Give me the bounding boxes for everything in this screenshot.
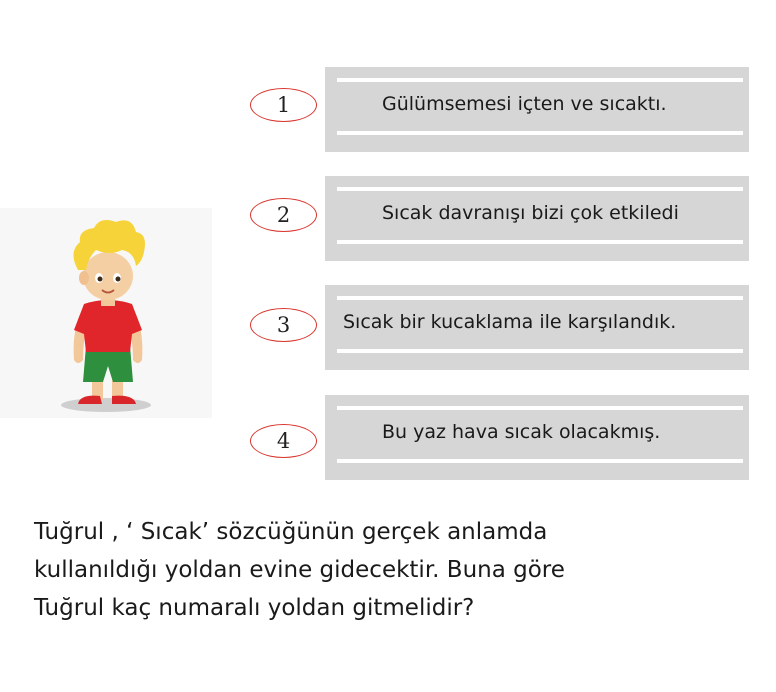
- road-4[interactable]: [325, 395, 749, 480]
- road-3[interactable]: [325, 285, 749, 370]
- question-text: [34, 513, 754, 627]
- road-sentence: Sıcak davranışı bizi çok etkiledi: [382, 202, 679, 224]
- road-number-1: 1: [250, 88, 317, 122]
- question-line-3: Tuğrul kaç numaralı yoldan gitmelidir?: [34, 595, 475, 621]
- road-number-3: 3: [250, 308, 317, 342]
- road-lane-line: [337, 296, 743, 300]
- road-lane-line: [337, 406, 743, 410]
- road-sentence: Sıcak bir kucaklama ile karşılandık.: [343, 311, 677, 333]
- road-lane-line: [337, 78, 743, 82]
- road-lane-line: [337, 131, 743, 135]
- road-number-4: 4: [250, 424, 317, 458]
- boy-character-image: [0, 208, 212, 418]
- road-sentence: Gülümsemesi içten ve sıcaktı.: [382, 93, 667, 115]
- question-line-2: kullanıldığı yoldan evine gidecektir. Buna göre: [34, 557, 565, 583]
- boy-illustration: [0, 208, 212, 418]
- road-sentence: Bu yaz hava sıcak olacakmış.: [382, 421, 661, 443]
- road-lane-line: [337, 240, 743, 244]
- road-lane-line: [337, 187, 743, 191]
- road-lane-line: [337, 459, 743, 463]
- road-lane-line: [337, 349, 743, 353]
- road-1[interactable]: [325, 67, 749, 152]
- road-2[interactable]: [325, 176, 749, 261]
- question-line-1: Tuğrul , ‘ Sıcak’ sözcüğünün gerçek anlamda: [34, 519, 548, 545]
- road-number-2: 2: [250, 198, 317, 232]
